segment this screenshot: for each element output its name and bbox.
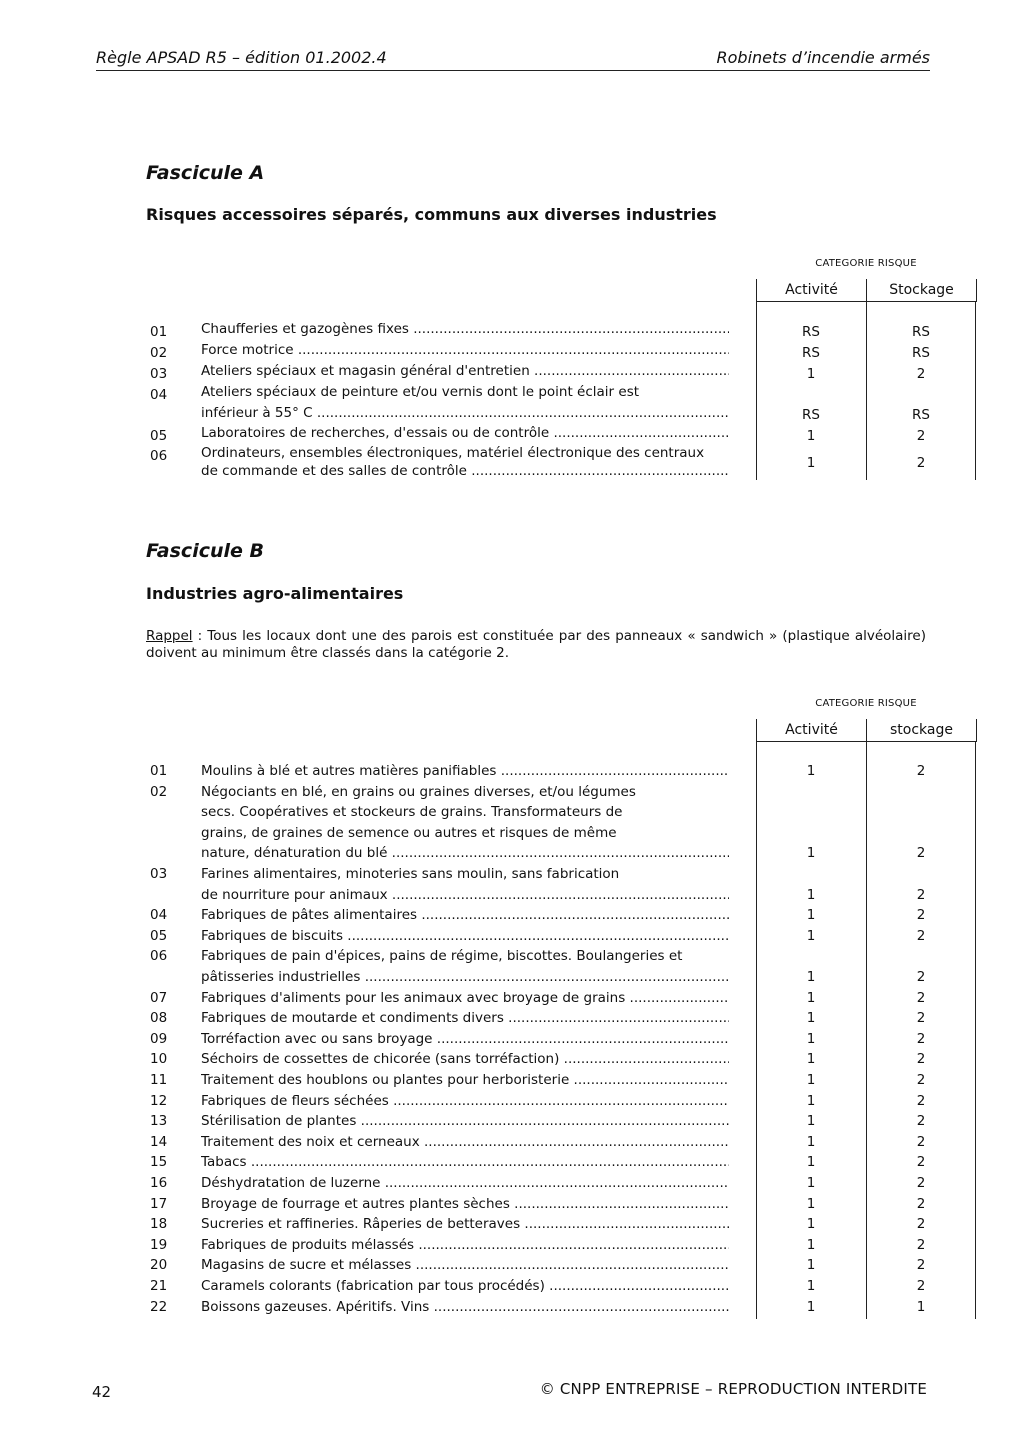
copyright-notice: © CNPP ENTREPRISE – REPRODUCTION INTERDITE xyxy=(539,1380,927,1398)
row-number: 01 xyxy=(150,763,168,779)
row-number: 21 xyxy=(150,1278,168,1294)
row-activite: 1 xyxy=(806,1010,816,1027)
rappel-text: : Tous les locaux dont une des parois est constituée par des panneaux « sandwich » (plastique alvéolaire) doivent au minimum être classés dans la catégorie 2. xyxy=(146,628,926,661)
row-stockage: 2 xyxy=(916,989,926,1006)
row-label-line: Farines alimentaires, minoteries sans moulin, sans fabrication xyxy=(201,866,620,882)
row-number: 04 xyxy=(150,907,168,924)
row-number: 05 xyxy=(150,428,168,444)
row-number: 07 xyxy=(150,989,168,1006)
row-stockage: 2 xyxy=(916,1072,926,1088)
row-number: 05 xyxy=(150,927,168,944)
row-stockage: 2 xyxy=(916,927,926,944)
row-activite: 1 xyxy=(806,1113,816,1130)
row-stockage: RS xyxy=(912,407,930,423)
row-number: 10 xyxy=(150,1051,168,1068)
row-activite: 1 xyxy=(806,455,816,471)
row-number: 14 xyxy=(150,1133,168,1150)
row-stockage: 2 xyxy=(916,1051,926,1068)
row-activite: 1 xyxy=(806,1216,816,1233)
row-activite: 1 xyxy=(806,366,816,382)
row-label-line: Fabriques de fleurs séchées ..... xyxy=(201,1093,729,1109)
row-label-line: Fabriques de pâtes alimentaires ..... xyxy=(201,907,729,923)
row-label-line: Fabriques de biscuits ..... xyxy=(201,928,729,944)
row-label-line: Fabriques de moutarde et condiments divers ..... xyxy=(201,1010,729,1026)
row-number: 19 xyxy=(150,1236,168,1253)
fascicule-a-col-activite: Activité xyxy=(756,279,866,302)
row-activite: 1 xyxy=(806,1298,816,1315)
row-label-line: Fabriques de produits mélassés ..... xyxy=(201,1237,729,1253)
fascicule-a-subtitle: Risques accessoires séparés, communs aux diverses industries xyxy=(146,205,717,224)
row-label: Force motrice ..... xyxy=(201,342,729,358)
row-activite: 1 xyxy=(806,886,816,903)
page-number: 42 xyxy=(92,1383,112,1401)
row-number: 01 xyxy=(150,324,168,340)
row-label-line: Stérilisation de plantes ..... xyxy=(201,1113,729,1129)
row-activite: RS xyxy=(802,345,820,361)
header-left: Règle APSAD R5 – édition 01.2002.4 xyxy=(96,48,387,67)
row-label-line: Ateliers spéciaux de peinture et/ou vernis dont le point éclair est xyxy=(201,384,640,400)
row-number: 04 xyxy=(150,387,168,403)
row-number: 06 xyxy=(150,448,168,464)
row-stockage: 2 xyxy=(916,1113,926,1130)
row-label-line: Traitement des noix et cerneaux ..... xyxy=(201,1134,729,1150)
row-stockage: 2 xyxy=(916,886,926,903)
row-stockage: 1 xyxy=(916,1298,926,1315)
row-activite: RS xyxy=(802,324,820,340)
row-activite: 1 xyxy=(806,1175,816,1191)
fascicule-b-title: Fascicule B xyxy=(146,540,264,562)
row-label-line: Fabriques d'aliments pour les animaux avec broyage de grains ..... xyxy=(201,990,729,1006)
row-number: 18 xyxy=(150,1216,168,1233)
row-stockage: 2 xyxy=(916,1092,926,1109)
row-label-line: Moulins à blé et autres matières panifiables ..... xyxy=(201,763,729,779)
row-activite: 1 xyxy=(806,1195,816,1212)
row-stockage: 2 xyxy=(916,1216,926,1233)
row-label-line: Magasins de sucre et mélasses ..... xyxy=(201,1257,729,1273)
rappel-note xyxy=(146,628,926,662)
row-stockage: 2 xyxy=(916,1175,926,1191)
running-header xyxy=(96,48,930,71)
row-stockage: 2 xyxy=(916,968,926,985)
row-label-line: Boissons gazeuses. Apéritifs. Vins ..... xyxy=(201,1299,729,1315)
row-number: 22 xyxy=(150,1298,168,1315)
row-number: 06 xyxy=(150,948,168,965)
row-stockage: 2 xyxy=(916,366,926,382)
fascicule-b-column-header xyxy=(756,719,976,741)
rappel-label: Rappel xyxy=(146,628,193,644)
row-label-line: Caramels colorants (fabrication par tous procédés) ..... xyxy=(201,1278,729,1294)
row-label-line: Déshydratation de luzerne ..... xyxy=(201,1175,729,1191)
row-activite: 1 xyxy=(806,1257,816,1274)
row-label-line: de nourriture pour animaux ..... xyxy=(201,887,729,903)
row-label: Laboratoires de recherches, d'essais ou de contrôle ..... xyxy=(201,425,729,441)
row-label: Chaufferies et gazogènes fixes ..... xyxy=(201,321,729,337)
row-label-line: nature, dénaturation du blé ..... xyxy=(201,845,729,861)
row-stockage: RS xyxy=(912,324,930,340)
row-activite: RS xyxy=(802,407,820,423)
row-number: 17 xyxy=(150,1195,168,1212)
fascicule-a-col-stockage: Stockage xyxy=(866,279,977,302)
row-number: 02 xyxy=(150,783,168,800)
row-stockage: 2 xyxy=(916,1010,926,1027)
row-activite: 1 xyxy=(806,927,816,944)
row-number: 08 xyxy=(150,1010,168,1027)
row-activite: 1 xyxy=(806,907,816,924)
row-label-line: Séchoirs de cossettes de chicorée (sans torréfaction) ..... xyxy=(201,1051,729,1067)
row-stockage: 2 xyxy=(916,455,926,471)
row-stockage: 2 xyxy=(916,1030,926,1047)
row-stockage: 2 xyxy=(916,1236,926,1253)
row-label-line: Broyage de fourrage et autres plantes sèches ..... xyxy=(201,1196,729,1212)
row-stockage: 2 xyxy=(916,845,926,862)
row-label-line: de commande et des salles de contrôle ..... xyxy=(201,463,729,479)
row-stockage: 2 xyxy=(916,1195,926,1212)
row-label-line: Sucreries et raffineries. Râperies de betteraves ..... xyxy=(201,1216,729,1232)
fascicule-b-col-stockage: stockage xyxy=(866,719,977,742)
row-number: 16 xyxy=(150,1175,168,1191)
fascicule-b-subtitle: Industries agro-alimentaires xyxy=(146,584,404,603)
row-activite: 1 xyxy=(806,1154,816,1171)
row-activite: 1 xyxy=(806,968,816,985)
row-number: 11 xyxy=(150,1072,168,1088)
row-stockage: 2 xyxy=(916,428,926,444)
row-activite: 1 xyxy=(806,1072,816,1088)
row-label-line: inférieur à 55° C ..... xyxy=(201,405,729,421)
row-activite: 1 xyxy=(806,1133,816,1150)
row-stockage: 2 xyxy=(916,1154,926,1171)
header-right: Robinets d’incendie armés xyxy=(716,48,930,67)
row-label-line: Torréfaction avec ou sans broyage ..... xyxy=(201,1031,729,1047)
row-stockage: 2 xyxy=(916,1133,926,1150)
row-activite: 1 xyxy=(806,845,816,862)
row-label-line: Tabacs ..... xyxy=(201,1154,729,1170)
row-activite: 1 xyxy=(806,1278,816,1294)
row-number: 20 xyxy=(150,1257,168,1274)
row-number: 09 xyxy=(150,1030,168,1047)
row-label-line: grains, de graines de semence ou autres et risques de même xyxy=(201,824,617,841)
row-activite: 1 xyxy=(806,1092,816,1109)
row-stockage: 2 xyxy=(916,763,926,779)
row-activite: 1 xyxy=(806,989,816,1006)
row-label-line: Négociants en blé, en grains ou graines diverses, et/ou légumes xyxy=(201,783,636,800)
row-label-line: pâtisseries industrielles ..... xyxy=(201,969,729,985)
fascicule-a-category-label: CATEGORIE RISQUE xyxy=(815,258,917,269)
fascicule-b-category-label: CATEGORIE RISQUE xyxy=(815,698,917,709)
row-activite: 1 xyxy=(806,428,816,444)
fascicule-a-column-header xyxy=(756,279,976,301)
row-label-line: Traitement des houblons ou plantes pour herboristerie ..... xyxy=(201,1072,729,1088)
row-stockage: 2 xyxy=(916,1278,926,1294)
row-activite: 1 xyxy=(806,763,816,779)
row-number: 02 xyxy=(150,345,168,361)
row-label: Ateliers spéciaux et magasin général d'entretien ..... xyxy=(201,363,729,379)
row-activite: 1 xyxy=(806,1030,816,1047)
row-number: 12 xyxy=(150,1092,168,1109)
row-number: 15 xyxy=(150,1154,168,1171)
row-stockage: 2 xyxy=(916,907,926,924)
row-stockage: RS xyxy=(912,345,930,361)
row-stockage: 2 xyxy=(916,1257,926,1274)
row-number: 03 xyxy=(150,866,168,882)
row-number: 13 xyxy=(150,1113,168,1130)
row-label-line: Ordinateurs, ensembles électroniques, matériel électronique des centraux xyxy=(201,445,705,461)
row-activite: 1 xyxy=(806,1236,816,1253)
row-number: 03 xyxy=(150,366,168,382)
row-label-line: Fabriques de pain d'épices, pains de régime, biscottes. Boulangeries et xyxy=(201,948,683,965)
fascicule-b-col-activite: Activité xyxy=(756,719,866,742)
row-activite: 1 xyxy=(806,1051,816,1068)
row-label-line: secs. Coopératives et stockeurs de grains. Transformateurs de xyxy=(201,804,623,821)
fascicule-a-title: Fascicule A xyxy=(146,162,265,184)
